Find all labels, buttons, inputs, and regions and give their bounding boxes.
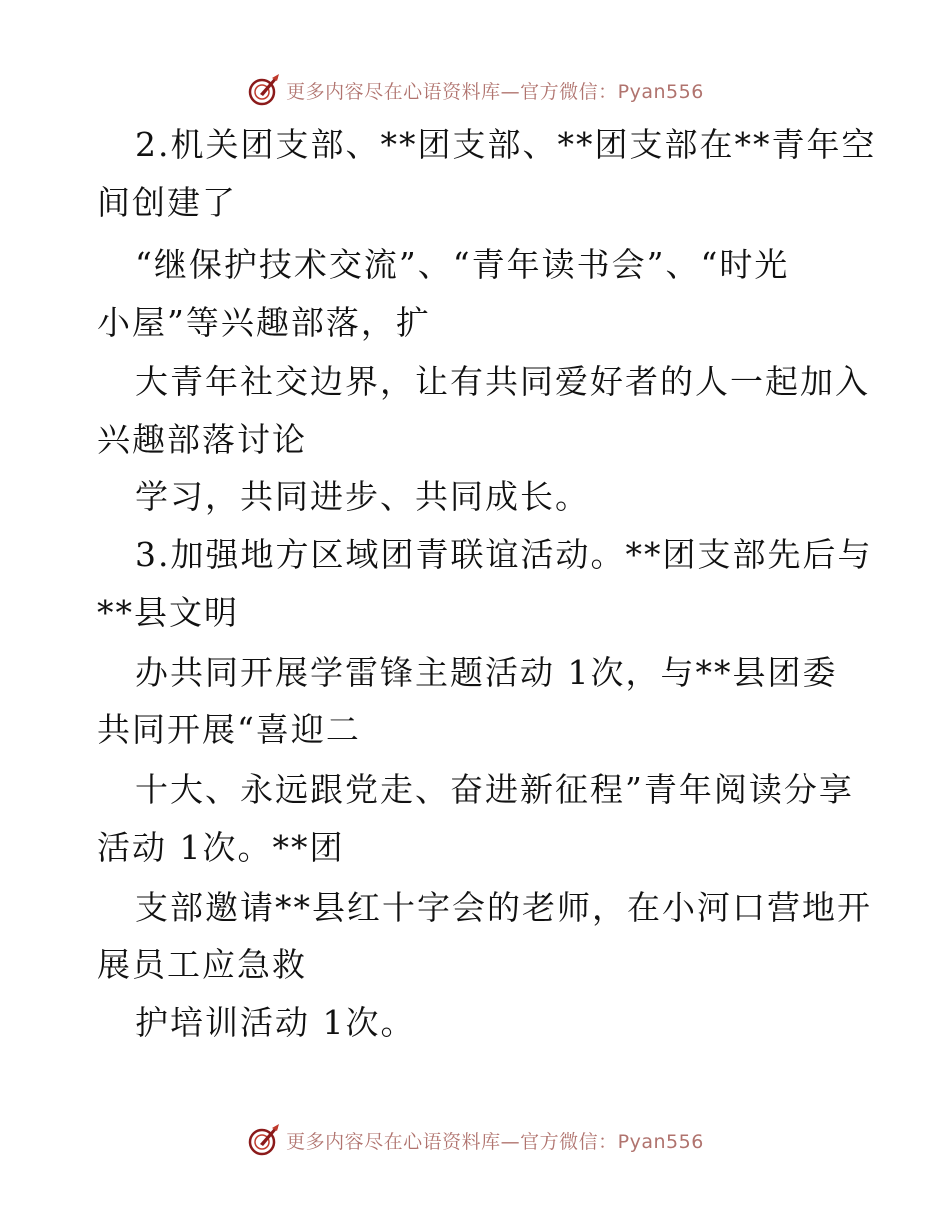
text-line: 活动 1次。**团: [97, 828, 345, 867]
text-line: 共同开展“喜迎二: [97, 710, 361, 749]
text-line: 兴趣部落讨论: [97, 420, 307, 459]
watermark-text: 更多内容尽在心语资料库—官方微信：Pyan556: [286, 1130, 704, 1153]
text-line: “继保护技术交流”、“青年读书会”、“时光: [135, 245, 790, 284]
text-line: 支部邀请**县红十字会的老师，在小河口营地开: [135, 888, 872, 927]
text-line: 3.加强地方区域团青联谊活动。**团支部先后与: [135, 535, 873, 574]
text-line: **县文明: [97, 593, 239, 632]
text-line: 学习，共同进步、共同成长。: [135, 477, 590, 516]
header-watermark: [0, 70, 950, 110]
text-line: 办共同开展学雷锋主题活动 1次，与**县团委: [135, 653, 838, 692]
footer-watermark: [0, 1120, 950, 1160]
text-line: 大青年社交边界，让有共同爱好者的人一起加入: [135, 362, 870, 401]
text-line: 护培训活动 1次。: [135, 1003, 416, 1042]
text-line: 十大、永远跟党走、奋进新征程”青年阅读分享: [135, 770, 854, 809]
text-line: 间创建了: [97, 183, 237, 222]
text-line: 小屋”等兴趣部落，扩: [97, 303, 431, 342]
text-line: 展员工应急救: [97, 945, 307, 984]
feather-pen-logo-icon: [246, 1122, 282, 1158]
feather-pen-logo-icon: [246, 72, 282, 108]
watermark-text: 更多内容尽在心语资料库—官方微信：Pyan556: [286, 80, 704, 103]
text-line: 2.机关团支部、**团支部、**团支部在**青年空: [135, 125, 877, 164]
